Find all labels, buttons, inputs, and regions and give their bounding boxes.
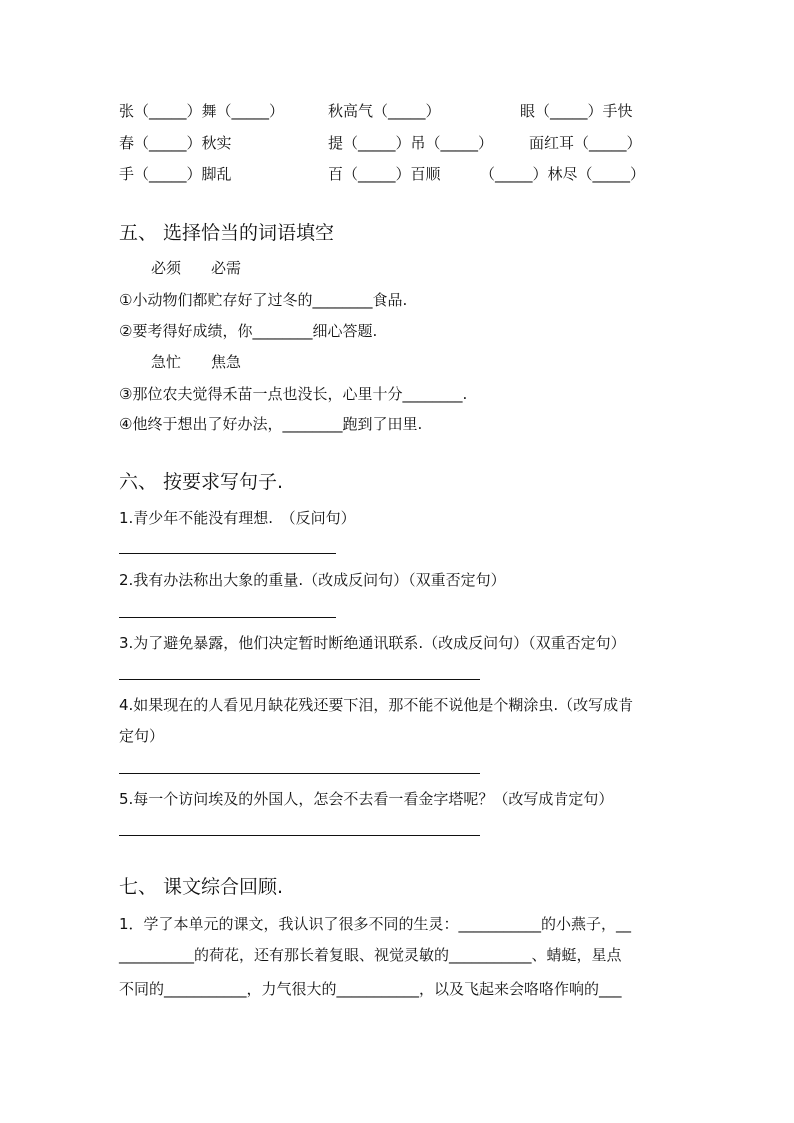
idiom-item: 秋高气（_____） xyxy=(328,102,441,120)
answer-line[interactable] xyxy=(119,553,336,554)
section-heading: 五、 选择恰当的词语填空 xyxy=(119,222,335,244)
idiom-item: 春（_____）秋实 xyxy=(119,134,232,152)
paragraph-line: 不同的___________，力气很大的___________，以及飞起来会咯咯作响的___ xyxy=(119,980,622,998)
question-text: 1.青少年不能没有理想. （反问句） xyxy=(119,509,356,527)
idiom-item: 张（_____）舞（_____） xyxy=(119,102,285,120)
question-text: ④他终于想出了好办法，________跑到了田里. xyxy=(119,415,423,433)
answer-line[interactable] xyxy=(119,773,480,774)
word-choices: 急忙 焦急 xyxy=(151,353,242,371)
question-text: 4.如果现在的人看见月缺花残还要下泪，那不能不说他是个糊涂虫.（改写成肯 xyxy=(119,696,634,714)
answer-line[interactable] xyxy=(119,835,480,836)
question-text: 定句） xyxy=(119,727,165,745)
word-choices: 必须 必需 xyxy=(151,259,242,277)
section-heading: 六、 按要求写句子. xyxy=(119,471,284,493)
idiom-item: 眼（_____）手快 xyxy=(520,102,633,120)
answer-line[interactable] xyxy=(119,679,480,680)
idiom-item: 百（_____）百顺 xyxy=(328,165,441,183)
question-text: ②要考得好成绩，你________细心答题. xyxy=(119,322,378,340)
paragraph-line: __________的荷花，还有那长着复眼、视觉灵敏的___________、蜻蜓，星点 xyxy=(119,946,622,964)
idiom-item: （_____）林尽（_____） xyxy=(480,165,646,183)
question-text: ③那位农夫觉得禾苗一点也没长，心里十分________. xyxy=(119,385,468,403)
idiom-item: 面红耳（_____） xyxy=(529,134,642,152)
question-text: ①小动物们都贮存好了过冬的________食品. xyxy=(119,291,408,309)
question-text: 3.为了避免暴露，他们决定暂时断绝通讯联系.（改成反问句）（双重否定句） xyxy=(119,634,626,652)
answer-line[interactable] xyxy=(119,617,336,618)
paragraph-line: 1．学了本单元的课文，我认识了很多不同的生灵：___________的小燕子，__ xyxy=(119,915,632,933)
question-text: 5.每一个访问埃及的外国人，怎会不去看一看金字塔呢？（改写成肯定句） xyxy=(119,790,614,808)
section-heading: 七、 课文综合回顾. xyxy=(119,876,284,898)
idiom-item: 手（_____）脚乱 xyxy=(119,165,232,183)
question-text: 2.我有办法称出大象的重量.（改成反问句）（双重否定句） xyxy=(119,571,506,589)
idiom-item: 提（_____）吊（_____） xyxy=(328,134,494,152)
